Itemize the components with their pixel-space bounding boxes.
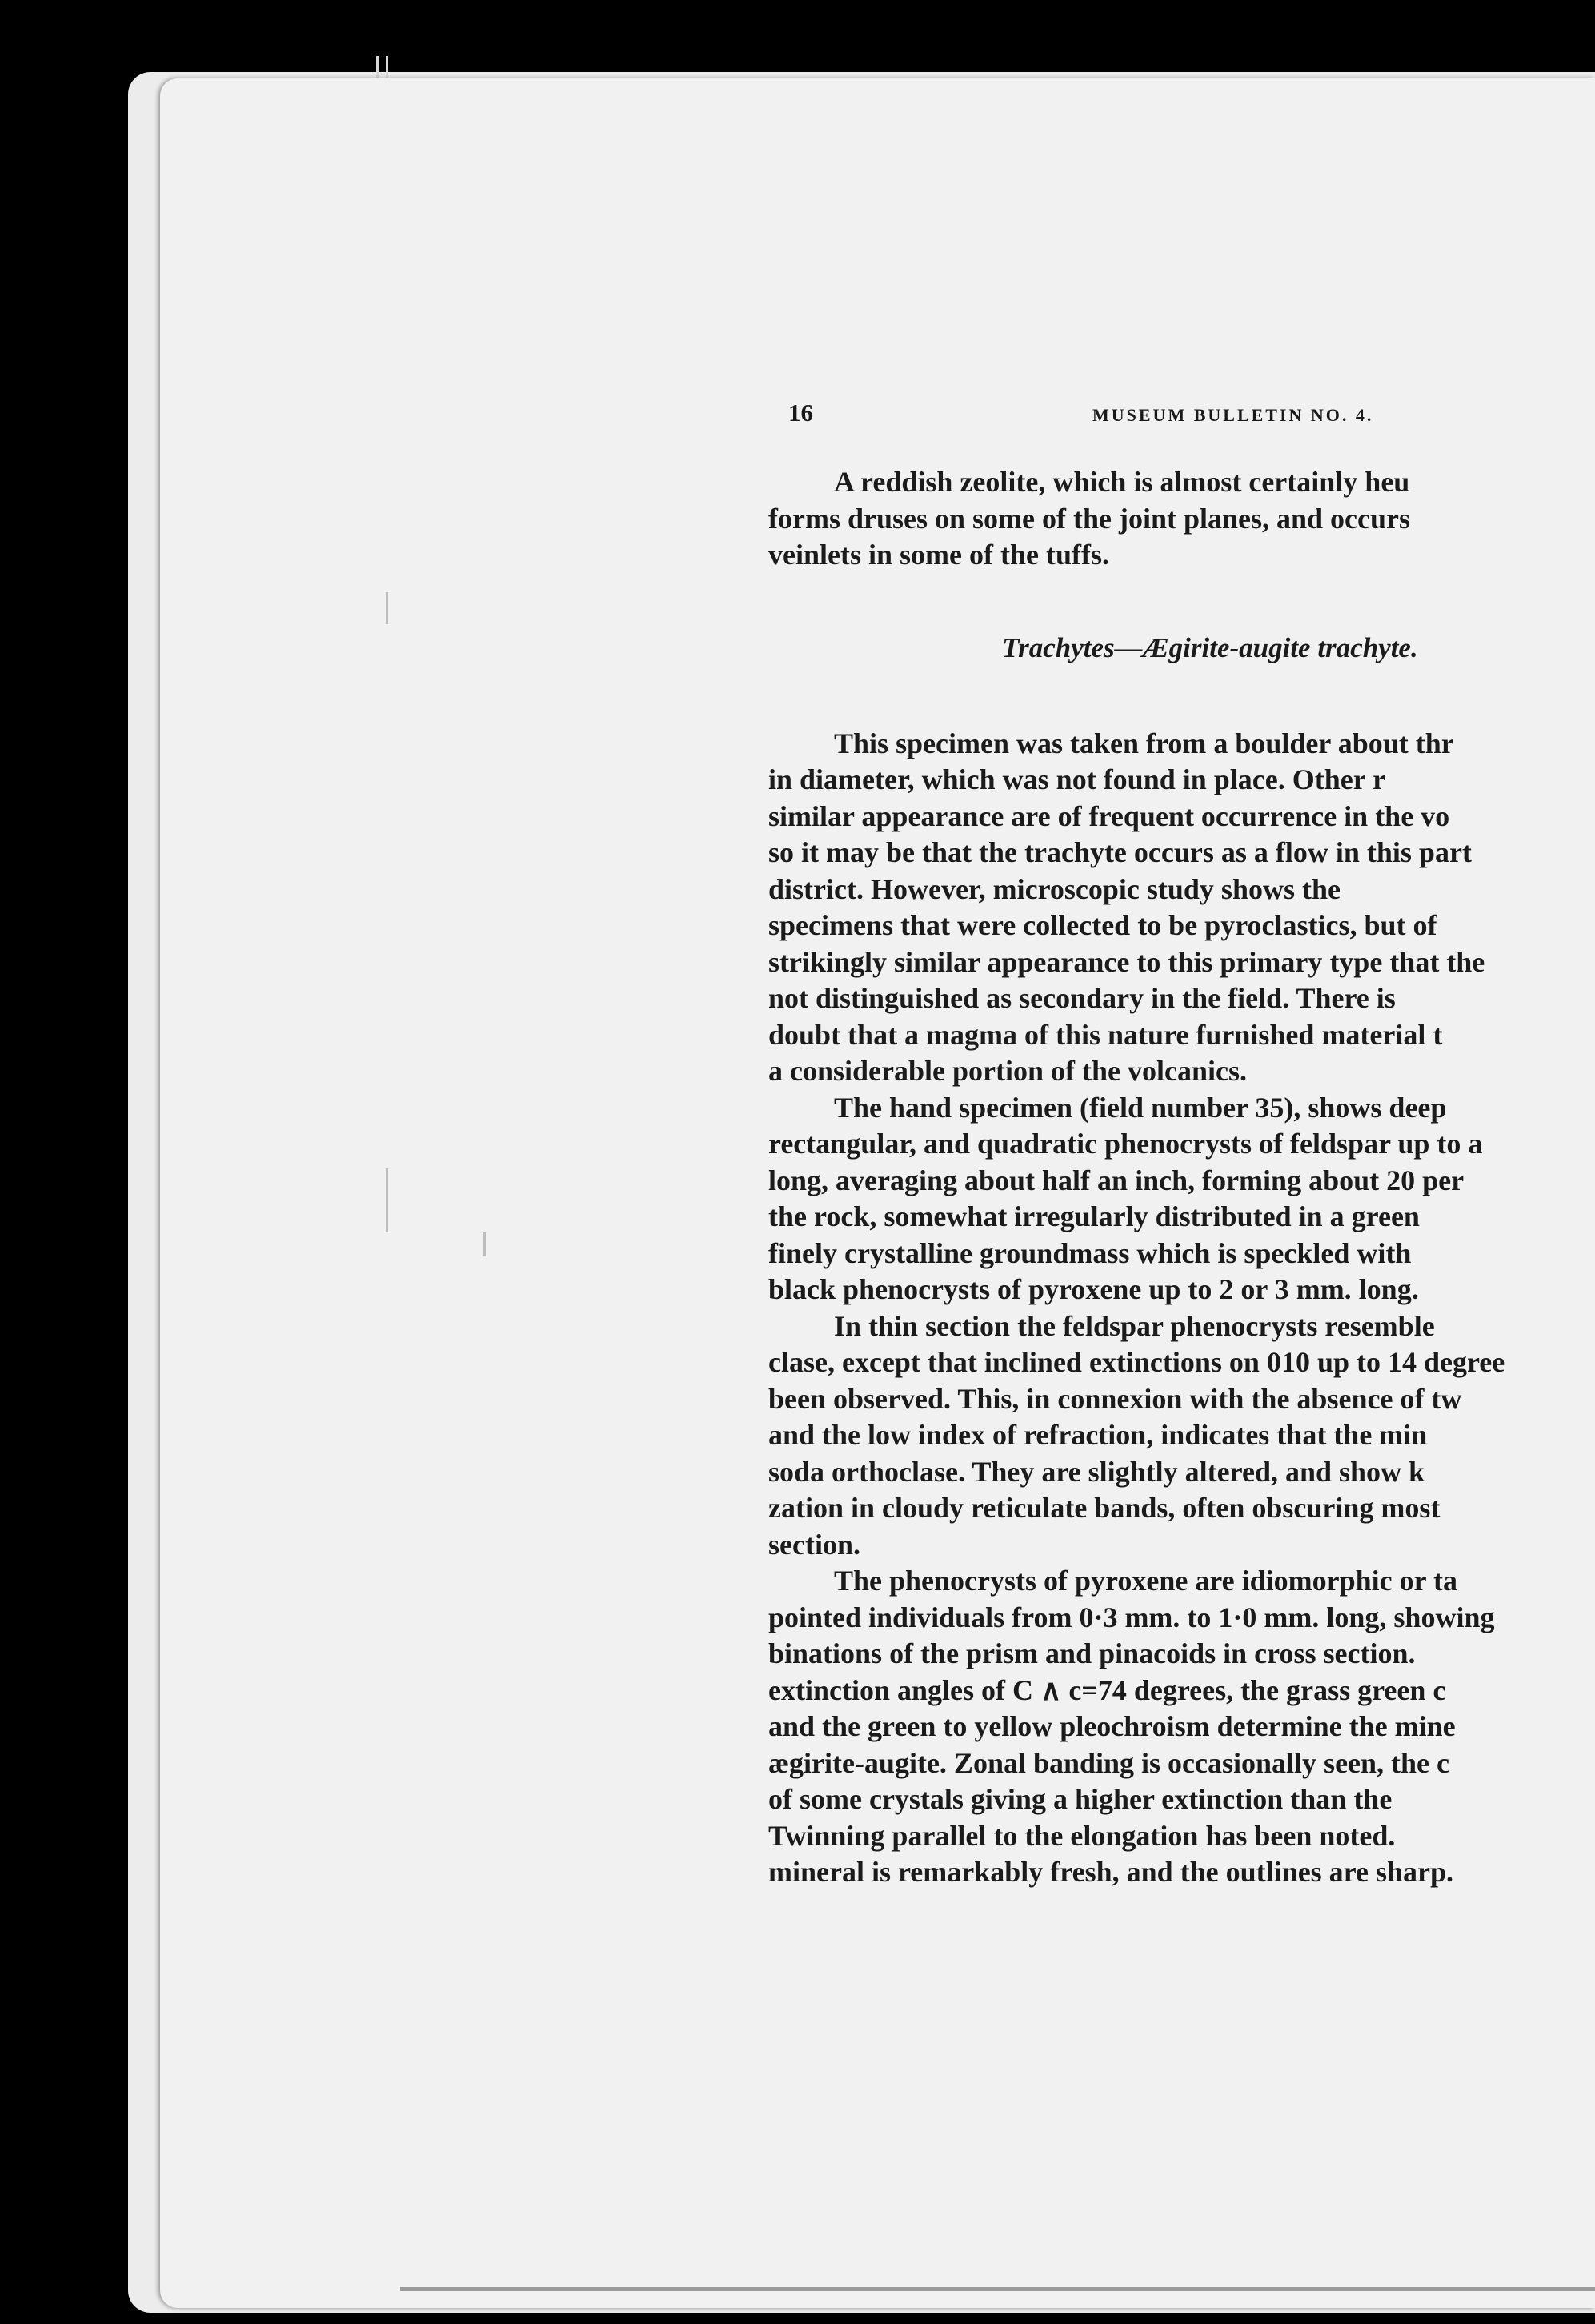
text-line: black phenocrysts of pyroxene up to 2 or 3 mm. long. [768,1273,1419,1305]
text-line: The phenocrysts of pyroxene are idiomorphic or ta [834,1565,1457,1597]
text-line: not distinguished as secondary in the field. There is [768,982,1396,1014]
text-line: The hand specimen (field number 35), shows deep [834,1091,1447,1124]
spacer [768,670,1595,726]
text-line: and the green to yellow pleochroism determine the mine [768,1710,1456,1742]
paragraph [768,1308,1595,1564]
gutter-mark [483,1232,486,1256]
text-line: ægirite-augite. Zonal banding is occasionally seen, the c [768,1746,1450,1779]
text-line: similar appearance are of frequent occurrence in the vo [768,799,1450,832]
text-line: district. However, microscopic study shows the [768,872,1341,905]
text-line: extinction angles of C ∧ c=74 degrees, the grass green c [768,1673,1446,1706]
text-line: and the low index of refraction, indicates that the min [768,1419,1428,1451]
gutter-mark [386,592,388,624]
spacer [768,574,1595,630]
text-line: soda orthoclase. They are slightly altered, and show k [768,1455,1425,1488]
text-line: In thin section the feldspar phenocrysts resemble [834,1309,1435,1342]
text-line: finely crystalline groundmass which is speckled with [768,1236,1412,1269]
text-line: binations of the prism and pinacoids in cross section. [768,1637,1416,1669]
text-line: section. [768,1528,860,1561]
text-line: specimens that were collected to be pyroclastics, but of [768,909,1437,941]
paragraph [768,726,1595,1090]
text-line: mineral is remarkably fresh, and the outlines are sharp. [768,1856,1454,1888]
text-line: long, averaging about half an inch, forming about 20 per [768,1164,1465,1196]
running-head: MUSEUM BULLETIN NO. 4. [1092,405,1374,425]
page-header [788,399,1595,431]
text-line: a considerable portion of the volcanics. [768,1055,1247,1087]
text-line: zation in cloudy reticulate bands, often obscuring most [768,1492,1441,1524]
text-line: doubt that a magma of this nature furnished material t [768,1018,1443,1051]
page-bottom-edge [400,2287,1595,2291]
paragraph [768,1090,1595,1308]
text-line: in diameter, which was not found in place. Other r [768,763,1386,795]
text-line: veinlets in some of the tuffs. [768,539,1109,571]
text-line: A reddish zeolite, which is almost certainly heu [834,466,1410,498]
text-line: forms druses on some of the joint planes, and occurs [768,502,1411,535]
body-text [768,464,1595,2065]
text-line: of some crystals giving a higher extinction than the [768,1783,1393,1815]
text-line: clase, except that inclined extinctions on 010 up to 14 degree [768,1346,1505,1378]
text-line: so it may be that the trachyte occurs as a flow in this part [768,836,1472,868]
gutter-mark [386,1168,388,1232]
text-line: pointed individuals from 0·3 mm. to 1·0 mm. long, showing [768,1601,1495,1633]
text-line: Twinning parallel to the elongation has been noted. [768,1819,1396,1852]
page-number: 16 [788,399,813,427]
text-line: rectangular, and quadratic phenocrysts of feldspar up to a [768,1128,1483,1160]
paragraph [768,1563,1595,1891]
text-line: strikingly similar appearance to this primary type that the [768,945,1485,978]
text-line: been observed. This, in connexion with the absence of tw [768,1382,1462,1415]
paragraph [768,464,1595,574]
text-line: the rock, somewhat irregularly distributed in a green [768,1200,1420,1232]
text-line: This specimen was taken from a boulder about thr [834,727,1454,759]
section-heading: Trachytes—Ægirite-augite trachyte. [1002,631,1418,663]
